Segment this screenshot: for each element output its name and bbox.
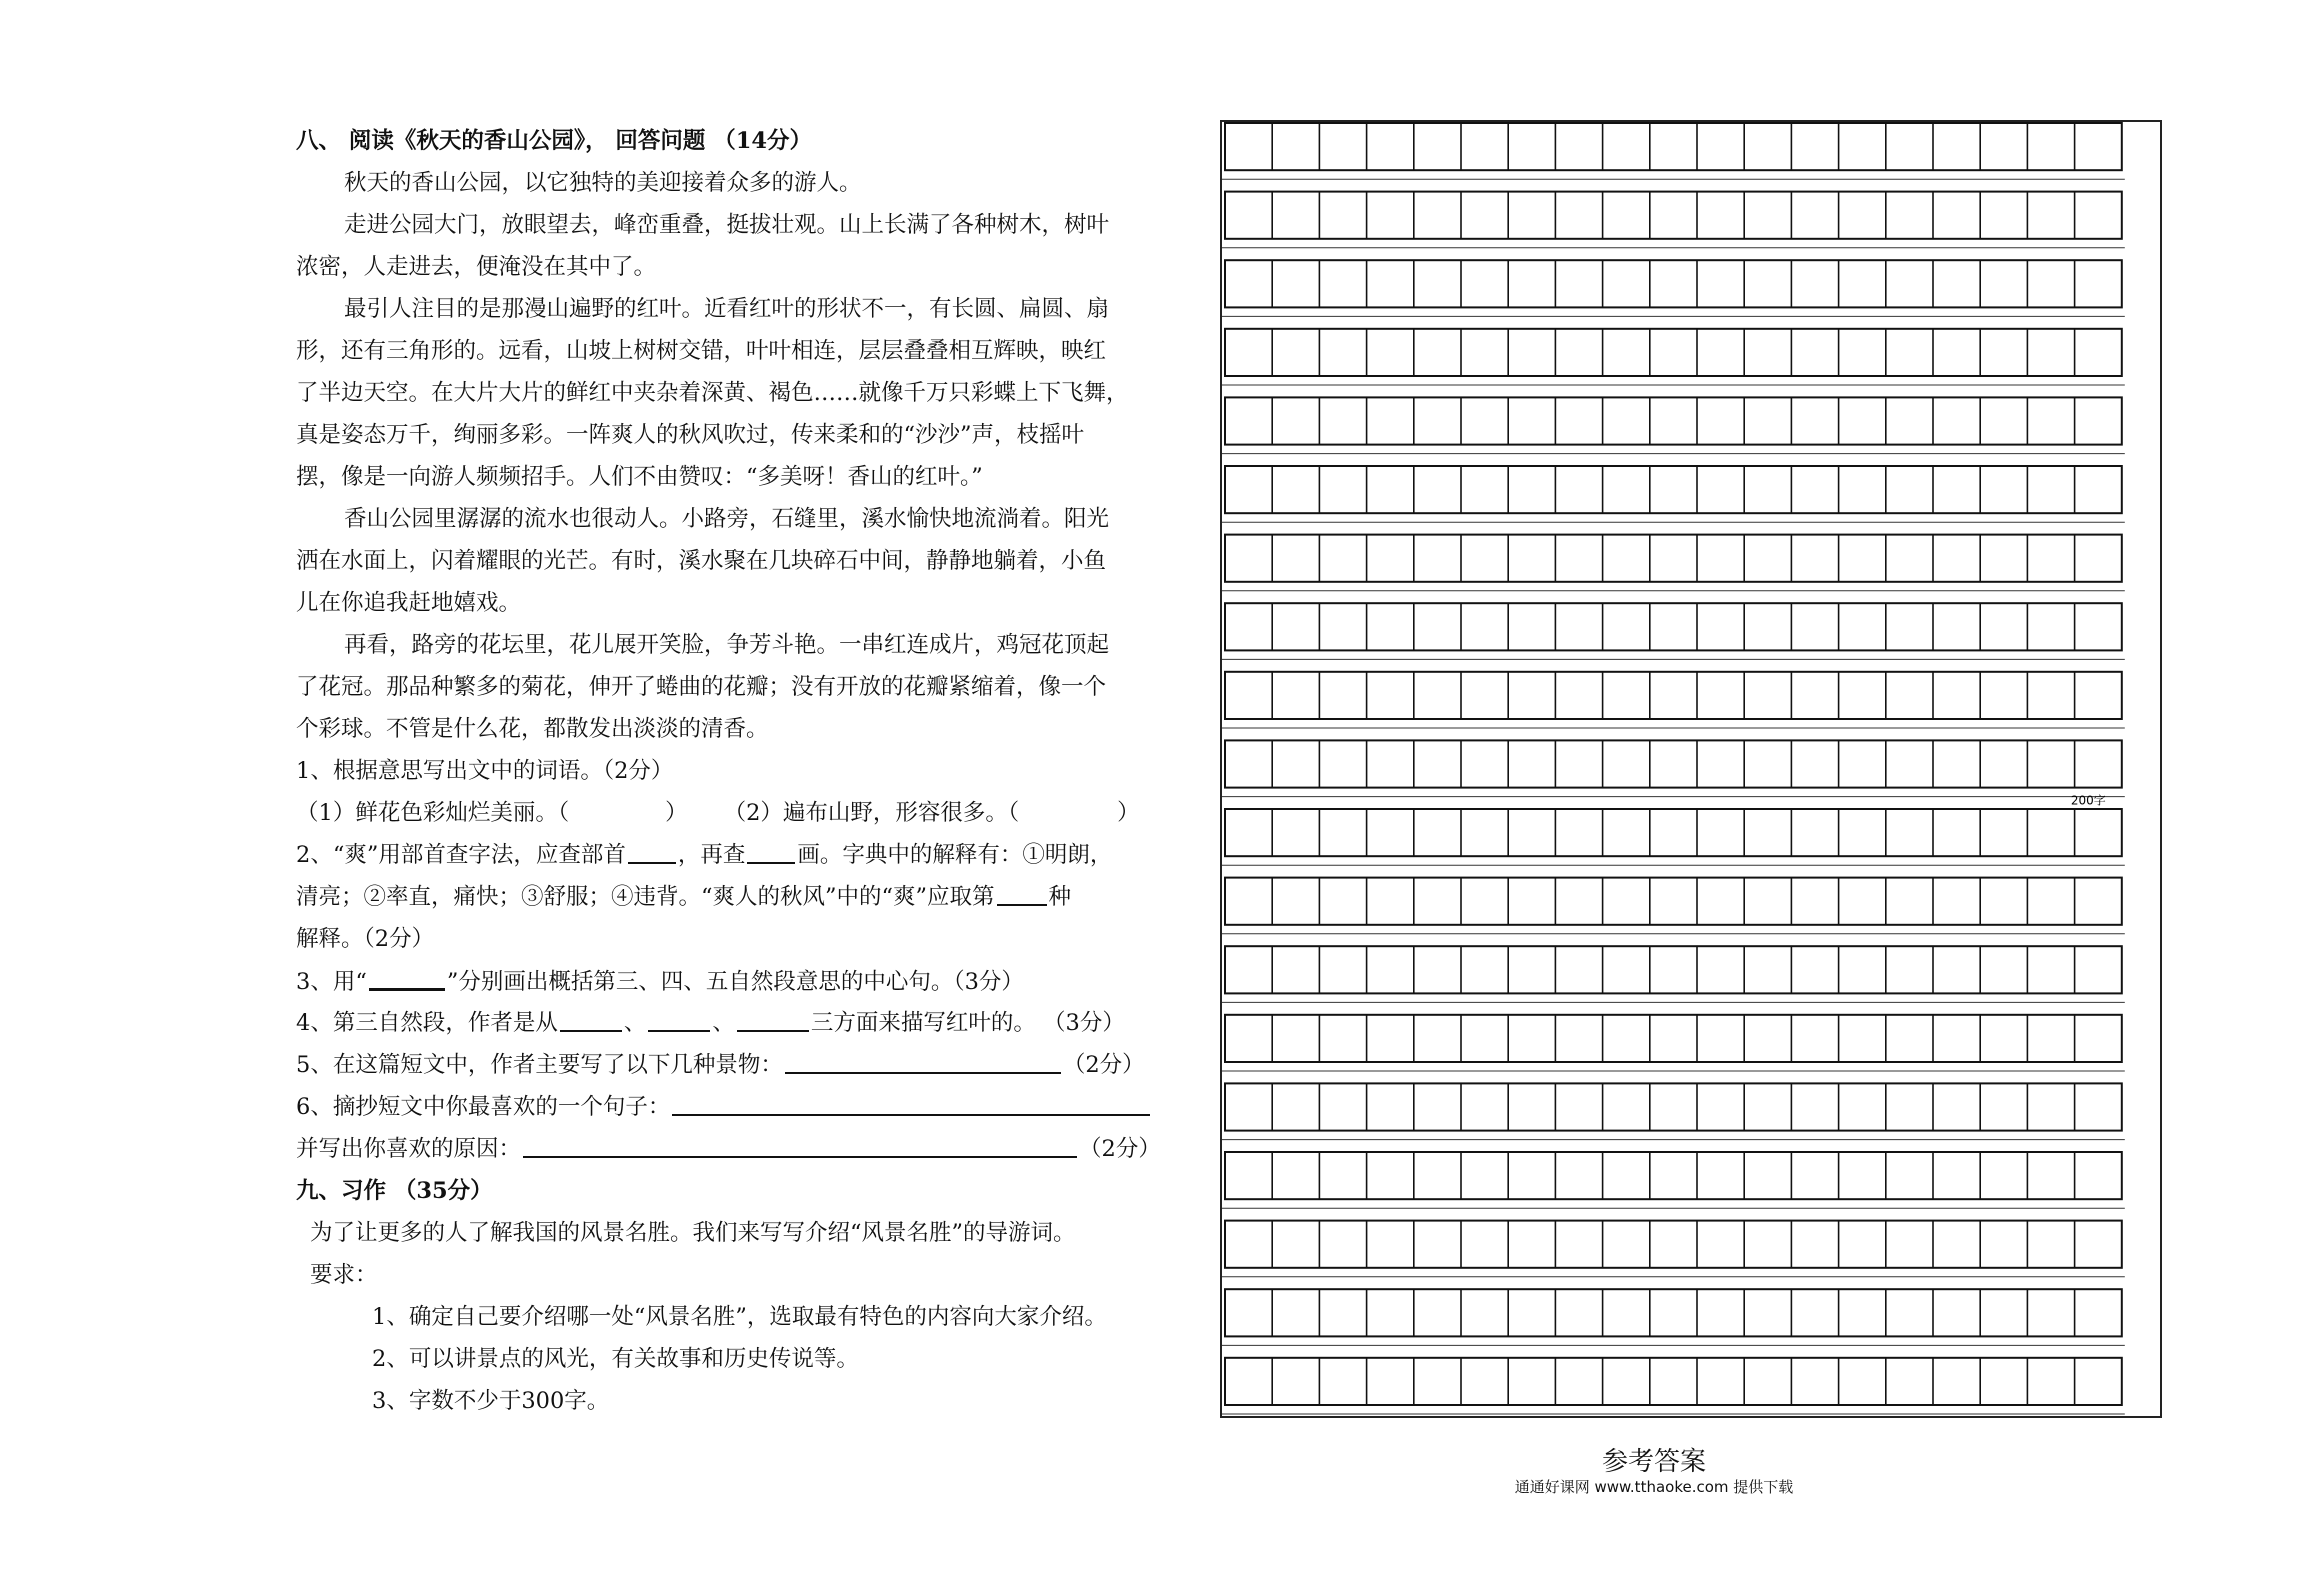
grid-row (1225, 740, 2122, 787)
question-2-line-2: 清亮；②率直，痛快；③舒服；④违背。“爽人的秋风”中的“爽”应取第 种 (296, 884, 1072, 910)
passage-line: 了半边天空。在大片大片的鲜红中夹杂着深黄、褐色……就像千万只彩蝶上下飞舞， (296, 380, 1129, 406)
passage-line: 走进公园大门，放眼望去，峰峦重叠，挺拔壮观。山上长满了各种树木，树叶 (344, 212, 1110, 238)
grid-row (1225, 1152, 2122, 1199)
grid-row (1225, 1289, 2122, 1336)
passage-line: 最引人注目的是那漫山遍野的红叶。近看红叶的形状不一，有长圆、扁圆、扇 (344, 296, 1110, 322)
passage-line: 了花冠。那品种繁多的菊花，伸开了蜷曲的花瓣；没有开放的花瓣紧缩着，像一个 (296, 674, 1107, 700)
grid-row (1225, 809, 2122, 856)
grid-row (1225, 466, 2122, 513)
grid-row (1225, 1358, 2122, 1405)
grid-row (1225, 192, 2122, 239)
passage-line: 形，还有三角形的。远看，山坡上树树交错，叶叶相连，层层叠叠相互辉映，映红 (296, 338, 1107, 364)
answers-title: 参考答案 (1601, 1447, 1706, 1477)
essay-intro: 为了让更多的人了解我国的风景名胜。我们来写写介绍“风景名胜”的导游词。 (310, 1220, 1076, 1246)
grid-row (1225, 1015, 2122, 1062)
word-count-marker: 200字 (2070, 793, 2106, 808)
requirements-label: 要求： (310, 1262, 378, 1288)
question-2-line-1: 2、“爽”用部首查字法，应查部首 ，再查 画。字典中的解释有：①明朗， (296, 842, 1113, 868)
requirement-item: 2、可以讲景点的风光，有关故事和历史传说等。 (372, 1346, 859, 1372)
grid-row (1225, 329, 2122, 376)
passage-line: 真是姿态万千，绚丽多彩。一阵爽人的秋风吹过，传来柔和的“沙沙”声，枝摇叶 (296, 422, 1085, 448)
question-6-line-1: 6、摘抄短文中你最喜欢的一个句子： (296, 1092, 1152, 1122)
question-1-stem: 1、根据意思写出文中的词语。（2分） (296, 758, 674, 784)
passage-line: 个彩球。不管是什么花，都散发出淡淡的清香。 (296, 716, 769, 742)
question-3: 3、用“ ”分别画出概括第三、四、五自然段意思的中心句。（3分） (296, 966, 1024, 997)
grid-row (1225, 878, 2122, 925)
grid-row (1225, 535, 2122, 582)
section9-title: 九、习作 （35分） (296, 1178, 493, 1204)
question-4: 4、第三自然段，作者是从 、 、 三方面来描写红叶的。 （3分） (296, 1010, 1125, 1036)
requirement-item: 1、确定自己要介绍哪一处“风景名胜”，选取最有特色的内容向大家介绍。 (372, 1304, 1107, 1330)
grid-row (1225, 123, 2122, 170)
grid-row (1225, 260, 2122, 307)
grid-row (1225, 603, 2122, 650)
question-5: 5、在这篇短文中，作者主要写了以下几种景物： （2分） (296, 1052, 1145, 1078)
passage-line: 洒在水面上，闪着耀眼的光芒。有时，溪水聚在几块碎石中间，静静地躺着，小鱼 (296, 548, 1107, 574)
footer-credit: 通通好课网 www.tthaoke.com 提供下载 (1514, 1478, 1794, 1496)
passage-line: 再看，路旁的花坛里，花儿展开笑脸，争芳斗艳。一串红连成片，鸡冠花顶起 (344, 632, 1110, 658)
passage-line: 儿在你追我赶地嬉戏。 (296, 590, 522, 616)
grid-row (1225, 397, 2122, 444)
passage-line: 摆，像是一向游人频频招手。人们不由赞叹：“多美呀！香山的红叶。” (296, 464, 983, 490)
grid-row (1225, 1221, 2122, 1268)
passage-line: 秋天的香山公园，以它独特的美迎接着众多的游人。 (344, 170, 862, 196)
grid-row (1225, 1083, 2122, 1130)
question-2-line-3: 解释。（2分） (296, 926, 435, 952)
requirement-item: 3、字数不少于300字。 (372, 1388, 610, 1414)
question-6-line-2: 并写出你喜欢的原因： （2分） (296, 1136, 1161, 1162)
grid-row (1225, 946, 2122, 993)
passage-line: 香山公园里潺潺的流水也很动人。小路旁，石缝里，溪水愉快地流淌着。阳光 (344, 506, 1110, 532)
section8-title: 八、 阅读《秋天的香山公园》， 回答问题 （14分） (296, 128, 813, 154)
passage-line: 浓密，人走进去，便淹没在其中了。 (296, 254, 657, 280)
grid-row (1225, 672, 2122, 719)
question-1-items: （1）鲜花色彩灿烂美丽。（ ） （2）遍布山野，形容很多。（ ） (296, 800, 1140, 826)
